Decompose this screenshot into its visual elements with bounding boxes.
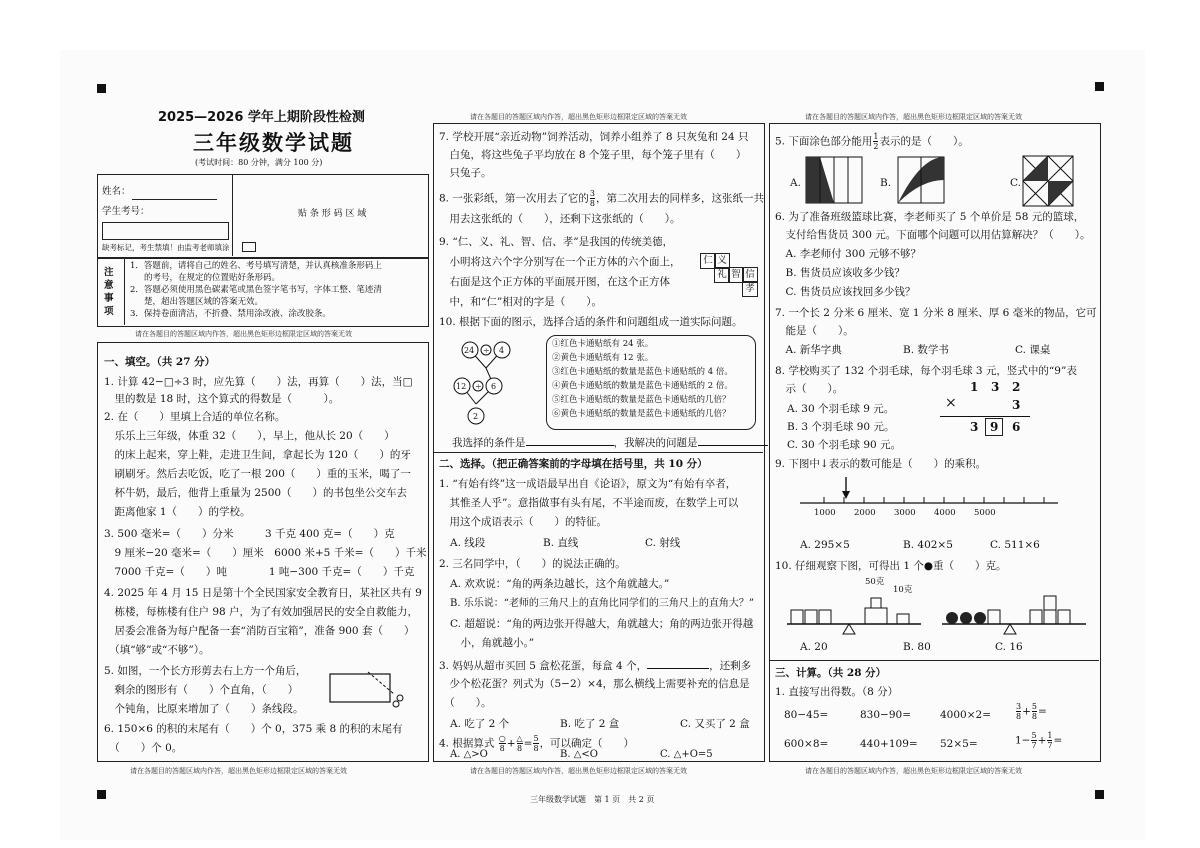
- question-text: 的床上起来，穿上鞋，走进卫生间，拿起长为 120（ ）的牙: [104, 449, 411, 461]
- question-text: 白兔，将这些兔子平均放在 8 个笼子里，每个笼子里有（ ）: [439, 149, 747, 161]
- choice-option[interactable]: A. 李老师付 300 元够不够？: [775, 248, 921, 260]
- choice-option[interactable]: A. 20: [800, 641, 828, 653]
- question-text: 小明将这六个字分别写在一个正方体的六个面上，: [439, 256, 681, 268]
- question-text: 6. 150×6 的积的末尾有（ ）个 0，375 乘 8 的积的末尾有: [104, 723, 403, 735]
- registration-mark: [97, 790, 106, 799]
- question-text: （ ）个 0。: [104, 742, 183, 754]
- question-text: 1. 计算 42−□÷3 时，应先算（ ）法，再算（ ）法，当□: [104, 376, 413, 388]
- exam-year-title: 2025—2026 学年上期阶段性检测: [158, 110, 365, 125]
- number-line-label: 4000: [934, 508, 956, 518]
- cube-face: 孝: [742, 281, 758, 297]
- choice-option[interactable]: B. △<O: [560, 749, 598, 760]
- number-line-label: 5000: [974, 508, 996, 518]
- cube-face: 仁: [700, 253, 716, 269]
- question-text: 小，角就越小。”: [450, 637, 535, 649]
- choice-option[interactable]: B. 吃了 2 盒: [560, 718, 620, 730]
- fraction: $\frac{\triangle}{8}$: [516, 734, 523, 753]
- notes-item: 2．答题必须使用黑色碳素笔或黑色签字笔书写，字体工整、笔迹清: [130, 285, 382, 295]
- absent-mark-label: 缺考标记，考生禁填！由监考老师填涂: [102, 243, 230, 252]
- question-text: （填“够”或“不够”）。: [104, 644, 210, 656]
- exam-main-title: 三年级数学试题: [193, 131, 354, 155]
- choice-option[interactable]: A.: [790, 177, 801, 189]
- fraction: $\frac{○}{8}$: [498, 734, 506, 753]
- question-text: 6. 为了准备班级篮球比赛，李老师买了 5 个单价是 58 元的篮球，: [775, 211, 1085, 223]
- registration-mark: [1095, 790, 1104, 799]
- calc-item: 600×8=: [784, 738, 829, 750]
- calc-item: 52×5=: [940, 738, 978, 750]
- choice-option[interactable]: B. 售货员应该收多少钱？: [775, 267, 905, 279]
- calc-item: 440+109=: [860, 738, 918, 750]
- question-text: 7. 一个长 2 分米 6 厘米、宽 1 分米 8 厘米、厚 6 毫米的物品，它可: [775, 307, 1097, 319]
- question-text: 10. 根据下面的图示，选择合适的条件和问题组成一道实际问题。: [439, 316, 743, 328]
- question-text: 4. 根据算式 $\frac{○}{8}$ + $\frac{\triangle}{8}$ = $\frac{5}{8}$ ，可以确定（ ）: [439, 734, 635, 753]
- question-text: 7. 学校开展“亲近动物”饲养活动，饲养小组养了 8 只灰兔和 24 只: [439, 131, 749, 143]
- question-text: 1. 直接写出得数。（8 分）: [775, 686, 899, 698]
- question-text: 7000 千克=（ ）吨 1 吨−300 千克=（ ）千克: [104, 566, 415, 578]
- condition-item: ⑤红色卡通贴纸的数量是蓝色卡通贴纸的几倍？: [552, 395, 731, 405]
- question-answer-blank[interactable]: [698, 435, 768, 446]
- number-line-label: 2000: [854, 508, 876, 518]
- choice-option[interactable]: A. 295×5: [800, 539, 850, 551]
- tree-node: 24: [464, 346, 475, 355]
- notes-label: 注意事项: [104, 267, 114, 317]
- cube-net: [700, 253, 770, 309]
- area-note: 请在各题目的答题区域内作答，超出黑色矩形边框限定区域的答案无效: [470, 113, 687, 121]
- choice-option[interactable]: C. 511×6: [990, 539, 1040, 551]
- shape-option-c: [1022, 155, 1076, 209]
- question-text: 中，和“仁”相对的字是（ ）。: [439, 296, 602, 308]
- cube-face: 信: [742, 267, 758, 283]
- area-note: 请在各题目的答题区域内作答，超出黑色矩形边框限定区域的答案无效: [805, 113, 1022, 121]
- fraction: $\frac{5}{8}$: [533, 734, 539, 753]
- question-text: 9 厘米−20 毫米=（ ）厘米 6000 米+5 千米=（ ）千米: [104, 547, 427, 559]
- tree-node: 12: [456, 382, 467, 391]
- section-fill-title: 一、填空。（共 27 分）: [104, 356, 216, 368]
- question-text: 栋楼，每栋楼有住户 98 户，为了有效加强居民的安全自救能力，: [104, 606, 419, 618]
- exam-info: (考试时间：80 分钟，满分 100 分): [195, 158, 323, 167]
- vertical-multiplication: 1 3 2 × 3 3 9 6: [940, 380, 1040, 450]
- choice-option[interactable]: C. 超超说：“角的两边张开得越大，角就越大；角的两边张开得越: [450, 618, 754, 630]
- question-text: 能是（ ）。: [775, 325, 854, 337]
- notes-item: 的考号，在规定的位置贴好条形码。: [144, 273, 281, 283]
- choice-option[interactable]: B. 数学书: [903, 344, 949, 356]
- weight-label: 50克: [865, 577, 885, 587]
- number-line: [800, 475, 1060, 525]
- tree-node: 4: [499, 346, 505, 355]
- question-text: 刷刷牙。然后去吃饭，吃了一根 200（ ）重的玉米，喝了一: [104, 468, 411, 480]
- barcode-area: 贴 条 形 码 区 域: [298, 209, 367, 219]
- tree-node: ÷: [475, 382, 482, 391]
- calc-item: 830−90=: [860, 709, 911, 721]
- tree-node: 6: [491, 382, 497, 391]
- tree-node: 2: [473, 412, 479, 421]
- area-note: 请在各题目的答题区域内作答，超出黑色矩形边框限定区域的答案无效: [470, 767, 687, 775]
- question-text: 乐乐上三年级，体重 32（ ），早上，他从长 20（ ）: [104, 430, 395, 442]
- choice-option[interactable]: B. 直线: [543, 537, 579, 549]
- balance-scale-right: [940, 580, 1090, 636]
- question-text: 10. 仔细观察下图，可得出 1 个●重（ ）克。: [775, 560, 1007, 572]
- choice-option[interactable]: A. 30 个羽毛球 9 元。: [787, 403, 895, 415]
- number-line-label: 1000: [814, 508, 836, 518]
- question-text: 8. 学校购买了 132 个羽毛球，每个羽毛球 3 元，竖式中的“9”表: [775, 365, 1077, 377]
- shape-option-a: [806, 157, 866, 207]
- student-id-field[interactable]: [102, 222, 229, 240]
- fraction: $\frac{1}{2}$: [873, 132, 879, 151]
- area-note: 请在各题目的答题区域内作答，超出黑色矩形边框限定区域的答案无效: [130, 767, 347, 775]
- question-text: 只兔子。: [439, 167, 492, 179]
- cut-rectangle-figure: [328, 668, 408, 708]
- choice-option[interactable]: A. 吃了 2 个: [450, 718, 510, 730]
- choice-option[interactable]: A. 欢欢说：“角的两条边越长，这个角就越大。”: [450, 578, 670, 590]
- student-id-label: 学生考号：: [102, 206, 150, 217]
- question-text: 剩余的图形有（ ）个直角，（ ）: [104, 684, 299, 696]
- question-text: 2. 在（ ）里填上合适的单位名称。: [104, 411, 286, 423]
- question-text: 用这个成语表示（ ）的特征。: [439, 516, 607, 528]
- question-text: 5. 下面涂色部分能用 $\frac{1}{2}$ 表示的是（ ）。: [775, 132, 969, 151]
- question-text: 个钝角，比原来增加了（ ）条线段。: [104, 703, 304, 715]
- question-text: 少个松花蛋？列式为（5−2）×4，那么横线上需要补充的信息是: [439, 678, 750, 690]
- condition-item: ①红色卡通贴纸有 24 张。: [552, 339, 654, 349]
- condition-item: ③红色卡通贴纸的数量是蓝色卡通贴纸的 4 倍。: [552, 367, 733, 377]
- question-text: 杯牛奶，最后，他背上重量为 2500（ ）的书包坐公交车去: [104, 487, 408, 499]
- registration-mark: [97, 84, 106, 93]
- choice-option[interactable]: B. 乐乐说：“老师的三角尺上的直角比同学们的三角尺上的直角大？”: [450, 598, 754, 609]
- question-text: 距离他家 1（ ）的学校。: [104, 506, 251, 518]
- choice-option[interactable]: A. 线段: [450, 537, 486, 549]
- question-text: 8. 一张彩纸，第一次用去了它的 $\frac{3}{8}$ ，第二次用去的同样多，这张纸一共: [439, 189, 764, 208]
- notes-item: 3．保持卷面清洁，不折叠、禁用涂改液、涂改胶条。: [130, 309, 331, 319]
- info-answer-blank[interactable]: [647, 658, 709, 669]
- question-text: 居委会准备为每户配备一套“消防百宝箱”，准备 900 套（ ）: [104, 625, 415, 637]
- condition-item: ④黄色卡通贴纸的数量是蓝色卡通贴纸的 2 倍。: [552, 381, 733, 391]
- choice-option[interactable]: C. 售货员应该找回多少钱？: [775, 286, 916, 298]
- choice-option[interactable]: B. 3 个羽毛球 90 元。: [787, 421, 895, 433]
- question-text: 支付给售货员 300 元。下面哪个问题可以用估算解决？（ ）。: [775, 229, 1091, 241]
- name-field[interactable]: [132, 199, 217, 200]
- question-text: 4. 2025 年 4 月 15 日是第十个全民国家安全教育日，某社区共有 9: [104, 587, 422, 599]
- choice-option[interactable]: C.: [1010, 177, 1021, 189]
- question-text: 3. 500 毫米=（ ）分米 3 千克 400 克=（ ）克: [104, 528, 395, 540]
- cube-face: 礼: [714, 267, 730, 283]
- question-text: 用去这张纸的（ ），还剩下这张纸的（ ）。: [439, 213, 681, 225]
- condition-item: ⑥黄色卡通贴纸的数量是蓝色卡通贴纸的几倍？: [552, 409, 731, 419]
- area-note: 请在各题目的答题区域内作答，超出黑色矩形边框限定区域的答案无效: [805, 767, 1022, 775]
- choice-option[interactable]: C. △+O=5: [660, 749, 713, 760]
- choice-option[interactable]: A. △>O: [450, 749, 488, 760]
- choice-option[interactable]: C. 16: [995, 641, 1023, 653]
- calc-item: 1− $\frac{5}{7}$ + $\frac{1}{7}$ =: [1015, 731, 1063, 750]
- page-footer: 三年级数学试题 第 1 页 共 2 页: [530, 795, 655, 804]
- section-calc-title: 三、计算。（共 28 分）: [775, 667, 887, 679]
- choice-option[interactable]: B. 80: [903, 641, 931, 653]
- choice-option[interactable]: B. 402×5: [903, 539, 953, 551]
- question-text: 里的数是 18 时，这个算式的得数是（ ）。: [104, 393, 340, 405]
- question-text: （ ）。: [439, 697, 492, 709]
- question-text: 示（ ）。: [775, 383, 844, 395]
- absent-mark-checkbox[interactable]: [242, 242, 256, 252]
- notes-item: 楚，超出答题区域的答案无效。: [144, 297, 264, 307]
- shape-option-b: [898, 157, 958, 207]
- tree-node: ÷: [483, 346, 490, 355]
- fraction: $\frac{3}{8}$: [589, 189, 595, 208]
- section-choice-title: 二、选择。（把正确答案前的字母填在括号里，共 10 分）: [439, 458, 708, 470]
- number-line-label: 3000: [894, 508, 916, 518]
- cube-face: 义: [714, 253, 730, 269]
- question-text: 2. 三名同学中，（ ）的说法正确的。: [439, 558, 626, 570]
- exam-sheet: [60, 50, 1145, 840]
- fraction: $\frac{5}{8}$: [1031, 702, 1037, 721]
- fraction: $\frac{5}{7}$: [1031, 731, 1037, 750]
- condition-answer-blank[interactable]: [526, 435, 614, 446]
- question-text: 其惟圣人乎”。意指做事有头有尾，不半途而废，在数学上可以: [439, 497, 739, 509]
- question-text: 右面是这个正方体的平面展开图，在这个正方体: [439, 276, 670, 288]
- fraction: $\frac{1}{7}$: [1047, 731, 1053, 750]
- question-text: 5. 如图，一个长方形剪去右上方一个角后，: [104, 665, 307, 677]
- question-text: 1. “有始有终”这一成语最早出自《论语》，原文为“有始有卒者，: [439, 478, 737, 490]
- choice-option[interactable]: B.: [880, 177, 892, 189]
- question-text: 9. 下图中↓表示的数可能是（ ）的乘积。: [775, 458, 987, 470]
- choice-option[interactable]: C. 射线: [645, 537, 681, 549]
- choice-option[interactable]: C. 30 个羽毛球 90 元。: [787, 439, 902, 451]
- weight-label: 10克: [893, 585, 913, 595]
- choice-option[interactable]: A. 新华字典: [775, 344, 842, 356]
- choice-option[interactable]: C. 又买了 2 盒: [680, 718, 750, 730]
- name-label: 姓名：: [102, 186, 131, 197]
- registration-mark: [1095, 82, 1104, 91]
- area-note: 请在各题目的答题区域内作答，超出黑色矩形边框限定区域的答案无效: [135, 330, 352, 338]
- fraction: $\frac{3}{8}$: [1016, 702, 1022, 721]
- calc-item: $\frac{3}{8}$ + $\frac{5}{8}$ =: [1016, 702, 1047, 721]
- condition-item: ②黄色卡通贴纸有 12 张。: [552, 353, 654, 363]
- question-text: 9. “仁、义、礼、智、信、孝”是我国的传统美德，: [439, 236, 674, 248]
- cube-face: 智: [728, 267, 744, 283]
- question-text: 我选择的条件是 ，我解决的问题是: [452, 435, 768, 450]
- notes-item: 1．答题前，请将自己的姓名、考号填写清楚，并认真核准条形码上: [130, 261, 382, 271]
- calc-item: 4000×2=: [940, 709, 991, 721]
- question-text: 3. 妈妈从超市买回 5 盒松花蛋，每盒 4 个， ，还剩多: [439, 660, 752, 672]
- calc-item: 80−45=: [784, 709, 829, 721]
- choice-option[interactable]: C. 课桌: [1015, 344, 1051, 356]
